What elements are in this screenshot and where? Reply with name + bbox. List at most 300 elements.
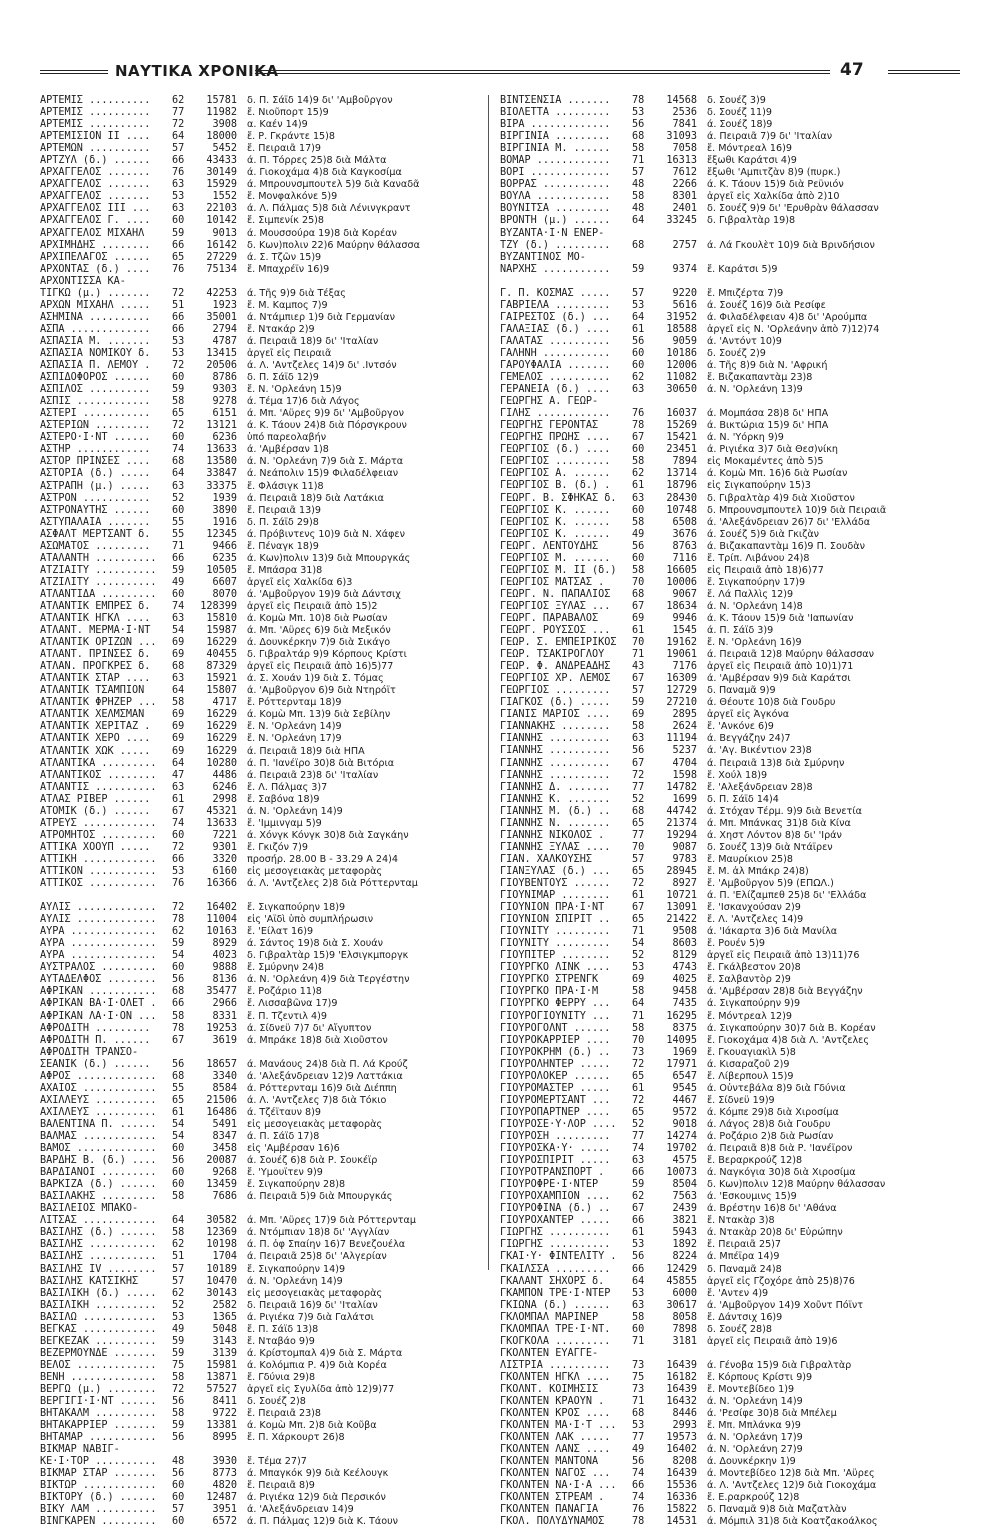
build-year: 78 [632, 420, 645, 432]
ship-name: ΓΙΟΥΝΙΤΥ ......... [500, 926, 611, 938]
tonnage: 5616 [672, 299, 697, 311]
position-info: ά. Βιζακαπαντὰμ 16)9 Π. Σουδὰν [707, 540, 865, 552]
ship-name: ΑΤΛΑΝΤΙΚ ΧΕΡΙΤΑΖ . [40, 721, 151, 733]
position-info: ἔ. Γδύνια 29)8 [247, 1371, 316, 1383]
ship-entry [500, 673, 970, 685]
ship-name: ΑΥΡΑ .............. [40, 950, 157, 962]
tonnage: 21374 [666, 817, 697, 829]
ship-name: ΑΣΠΙΔΟΦΟΡΟΣ ...... [40, 372, 151, 384]
tonnage: 16182 [666, 1371, 697, 1383]
tonnage: 9545 [672, 1082, 697, 1094]
position-info: δ. Σουέζ 3)9 [707, 95, 766, 106]
build-year: 76 [632, 408, 645, 420]
build-year: 72 [632, 878, 645, 889]
ship-entry [500, 854, 970, 866]
ship-entry [500, 1444, 970, 1456]
ship-entry [40, 1047, 510, 1059]
position-info: ά. Μπράκε 18)8 διὰ Χιοῦστον [247, 1034, 388, 1046]
position-info: δ. Σουέζ 2)8 [247, 1396, 306, 1408]
tonnage: 10186 [666, 347, 697, 359]
tonnage: 43433 [206, 155, 237, 167]
ship-name: ΓΑΛΗΝΗ ........... [500, 347, 611, 359]
position-info: ά. Μουσσούρα 19)8 διὰ Κορέαν [247, 227, 397, 239]
tonnage: 3181 [672, 1335, 697, 1347]
ship-entry [40, 1179, 510, 1191]
position-info: ά. Μπ. 'Αϋρες 17)9 διὰ Ρόττερνταμ [247, 1215, 416, 1227]
position-info: ά. Βικτώρια 15)9 δι' ΗΠΑ [707, 420, 829, 432]
tonnage: 9087 [672, 841, 697, 853]
build-year: 64 [632, 998, 645, 1010]
build-year: 66 [632, 1215, 645, 1227]
ship-entry [40, 505, 510, 517]
ship-entry [40, 372, 510, 384]
ship-entry [500, 842, 970, 854]
tonnage: 16229 [206, 721, 237, 733]
ship-name: ΓΙΑΝΝΗΣ .......... [500, 757, 611, 769]
build-year: 65 [172, 1094, 185, 1106]
position-info: ά. 'Ιάκαρτα 3)6 διὰ Μανίλα [707, 926, 838, 938]
tonnage: 3340 [212, 1070, 237, 1082]
tonnage: 6235 [212, 552, 237, 564]
ship-name: ΓΙΑΝΝΗΣ Δ. ....... [500, 781, 611, 793]
position-info: ἔ. Ν. 'Ορλεάνη 17)9 [247, 733, 342, 745]
ship-name: ΓΑΡΟΥΦΑΛΙΑ ....... [500, 359, 611, 371]
tonnage: 15781 [206, 95, 237, 106]
tonnage: 14531 [666, 1516, 697, 1528]
build-year: 56 [172, 974, 185, 986]
tonnage: 13121 [206, 420, 237, 432]
ship-entry [40, 1131, 510, 1143]
build-year: 74 [172, 817, 185, 829]
build-year: 53 [632, 962, 645, 974]
position-info: ά. Πειραιᾶ 25)8 δι' 'Αλγερίαν [247, 1251, 387, 1263]
tonnage: 2993 [672, 1420, 697, 1432]
ship-entry [40, 1348, 510, 1360]
position-info: ἔ. Σιγκαπούρην 28)8 [247, 1179, 346, 1191]
ship-entry [500, 649, 970, 661]
ship-name: ΑΣΤΥΠΑΛΑΙΑ ....... [40, 516, 151, 528]
position-info: ά. Μπέϊρα 14)9 [707, 1251, 780, 1263]
build-year: 64 [632, 311, 645, 323]
build-year: 54 [172, 950, 185, 962]
header-rule-middle [255, 70, 830, 74]
ship-name: ΒΗΤΑΜΑΡ ........... [40, 1432, 157, 1444]
ship-entry [500, 396, 970, 408]
position-info: δ. Σουέζ 9)9 δι' 'Ερυθρὰν θάλασσαν [707, 203, 879, 215]
position-info: εἰς 'Αϊδὶ ὑπὸ συμπλήρωσιν [247, 914, 374, 926]
position-info: ἔ. Γκιζόν 7)9 [247, 841, 308, 853]
position-info: δ. Παναμᾶ 9)8 διὰ Μαζατλὰν [707, 1504, 847, 1516]
position-info: ἔ. Μπ. Μπλάνκα 9)9 [707, 1420, 801, 1432]
build-year: 65 [172, 408, 185, 420]
ship-entry [40, 1167, 510, 1179]
ship-name: ΓΙΟΥΡΓΚΟ ΦΕΡΡΥ ... [500, 998, 611, 1010]
build-year: 61 [632, 323, 645, 335]
build-year: 65 [632, 817, 645, 829]
position-info: ἔ. Λ. Πάλμας 3)7 [247, 781, 328, 793]
position-info: ἔ. Βεραρκρούζ 12)8 [707, 1155, 803, 1167]
ship-name: ΑΧΙΛΛΕΥΣ .......... [40, 1106, 157, 1118]
build-year: 49 [172, 1323, 185, 1335]
position-info: ἔ. 'Ανκόνε 6)9 [707, 721, 774, 733]
ship-entry [500, 1095, 970, 1107]
position-info: ά. Κ. Τάουν 24)8 διὰ Πόρσγκρουν [247, 420, 407, 432]
ship-entry [40, 613, 510, 625]
position-info: ά. Λά Γκουλὲτ 10)9 διὰ Βρινδήσιον [707, 239, 875, 251]
ship-entry [40, 1360, 510, 1372]
build-year: 55 [172, 1082, 185, 1094]
tonnage: 12429 [666, 1263, 697, 1275]
ship-name: ΓΙΩΡΓΗΣ .......... [500, 1239, 611, 1251]
position-info: δ. Παναμᾶ 24)8 [707, 1263, 782, 1275]
tonnage: 9946 [672, 612, 697, 624]
ship-name: ΑΥΤΑΔΕΛΦΟΣ ........ [40, 974, 157, 986]
tonnage: 16439 [666, 1359, 697, 1371]
tonnage: 20506 [206, 360, 237, 372]
tonnage: 16336 [666, 1492, 697, 1504]
ship-name: ΒΙΟΛΕΤΤΑ ......... [500, 107, 611, 119]
build-year: 66 [172, 998, 185, 1010]
position-info: ά. Π. ὀφ Σπαίην 16)7 Βενεζουέλα [247, 1239, 406, 1251]
tonnage: 16605 [666, 564, 697, 576]
ship-entry [40, 300, 510, 312]
tonnage: 9888 [212, 962, 237, 974]
build-year: 61 [632, 890, 645, 902]
ship-entry [40, 1227, 510, 1239]
ship-name: ΑΡΤΕΜΙΣ .......... [40, 119, 151, 131]
ship-name: ΒΑΡΔΗΣ Β. (δ.) .... [40, 1155, 157, 1167]
position-info: ἔ. 'Είλατ 16)9 [247, 926, 314, 938]
ship-name: ΑΤΤΙΚΗ ............ [40, 853, 157, 865]
ship-name: ΒΑΣΙΛΩ ............ [40, 1311, 157, 1323]
ship-name: ΑΦΡΟΔΙΤΗ ......... [40, 1022, 151, 1034]
tonnage: 8584 [212, 1082, 237, 1094]
position-info: ά. Μόμπιλ 31)8 διὰ Κοατζακοάλκος [707, 1516, 878, 1528]
ship-name: ΓΕΩΡΓ. Β. ΣΦΗΚΑΣ δ. [500, 492, 617, 504]
tonnage: 21422 [666, 914, 697, 926]
build-year: 58 [632, 1311, 645, 1323]
position-info: ά. Λάγος 28)8 διὰ Γουδρυ [707, 1118, 831, 1130]
ship-entry [500, 1083, 970, 1095]
position-info: ἔ. 'Υμουϊτεν 9)9 [247, 1167, 323, 1179]
build-year: 72 [172, 1383, 185, 1395]
build-year: 49 [172, 576, 185, 588]
ship-name: ΓΙΑΝΝΗΣ ΝΙΚΟΛΟΣ . [500, 829, 605, 841]
build-year: 69 [172, 745, 185, 757]
build-year: 66 [172, 239, 185, 251]
tonnage: 8446 [672, 1408, 697, 1420]
ship-entry [500, 408, 970, 420]
ship-entry [40, 1372, 510, 1384]
position-info: ά. Τῆς 8)9 διὰ Ν. 'Αφρική [707, 359, 828, 371]
build-year: 61 [632, 1082, 645, 1094]
ship-name: ΓΑΒΡΙΕΛΑ ......... [500, 299, 611, 311]
build-year: 62 [172, 1287, 185, 1299]
ship-name: ΓΙΩΡΓΗΣ .......... [500, 1227, 611, 1239]
ship-entry [40, 1215, 510, 1227]
ship-entry [40, 1059, 510, 1071]
tonnage: 16313 [666, 155, 697, 167]
tonnage: 128399 [200, 600, 237, 612]
ship-entry [40, 143, 510, 155]
position-info: ά. 'Ρεσίφε 30)8 διὰ Μπέλεμ [707, 1408, 837, 1420]
ship-name: ΓΚΑΙΛΣΣΑ ......... [500, 1263, 611, 1275]
tonnage: 30650 [666, 384, 697, 396]
position-info: ἔξωθι 'Αμπιτζὰν 8)9 (πυρκ.) [707, 167, 841, 179]
build-year: 65 [632, 1106, 645, 1118]
ship-entry [500, 1035, 970, 1047]
build-year: 49 [632, 528, 645, 540]
build-year: 59 [172, 1347, 185, 1359]
tonnage: 3821 [672, 1215, 697, 1227]
build-year: 48 [632, 203, 645, 215]
build-year: 70 [632, 841, 645, 853]
tonnage: 19061 [666, 649, 697, 661]
build-year: 60 [172, 588, 185, 600]
build-year: 52 [632, 1118, 645, 1130]
build-year: 63 [632, 1155, 645, 1167]
build-year: 62 [632, 372, 645, 384]
build-year: 58 [172, 1010, 185, 1022]
tonnage: 10721 [666, 890, 697, 902]
position-info: ά. 'Αμβοῦργον 14)9 Χοῦντ Πόϊντ [707, 1299, 864, 1311]
tonnage: 10198 [206, 1239, 237, 1251]
ship-entry [40, 228, 510, 240]
position-info: ά. Χηστ Λόντον 8)8 δι' 'Ιράν [707, 829, 842, 841]
build-year: 59 [172, 564, 185, 576]
tonnage: 18796 [666, 480, 697, 492]
build-year: 69 [632, 612, 645, 624]
position-info: ἔ. Π. Σάϊδ 13)8 [247, 1323, 319, 1335]
build-year: 60 [172, 1179, 185, 1191]
tonnage: 20087 [206, 1155, 237, 1167]
ship-entry [40, 276, 510, 288]
ship-name: ΑΤΡΟΜΗΤΟΣ ......... [40, 829, 157, 841]
position-info: ἔ. Σιμπενίκ 25)8 [247, 215, 325, 227]
ship-entry [40, 517, 510, 529]
position-info: ά. Μπαγκόκ 9)9 διὰ Κεέλουγκ [247, 1468, 389, 1480]
ship-name: ΤΖΥ (δ.) ......... [500, 239, 611, 251]
position-info: ά. 'Εσκουμινς 15)9 [707, 1191, 797, 1203]
position-info: ά. Σουέζ 6)8 διὰ Ρ. Σουκέϊρ [247, 1155, 378, 1167]
ship-name: ΝΑΡΧΗΣ ........... [500, 263, 611, 275]
tonnage: 15921 [206, 673, 237, 685]
tonnage: 8301 [672, 191, 697, 203]
build-year: 68 [632, 131, 645, 143]
position-info: ά. 'Αμβοῦργον 19)9 διὰ Δάντσιχ [247, 588, 401, 600]
position-info: ἔ. Πειραιᾶ 25)7 [707, 1239, 782, 1251]
build-year: 58 [632, 564, 645, 576]
tonnage: 3458 [212, 1143, 237, 1155]
position-info: ά. Ν. 'Ορλεάνη 17)9 [707, 1432, 803, 1444]
ship-entry [500, 215, 970, 227]
build-year: 73 [632, 1383, 645, 1395]
ship-entry [40, 264, 510, 276]
ship-name: ΓΕΩΡΓ. ΡΟΥΣΣΟΣ ... [500, 625, 611, 637]
ship-entry [500, 1131, 970, 1143]
position-info: ά. Πειραιᾶ 13)8 διὰ Σμύρνην [707, 757, 845, 769]
position-info: ά. Κ. Τάουν 15)9 διὰ 'Ιαπωνίαν [707, 612, 854, 624]
tonnage: 14782 [666, 781, 697, 793]
build-year: 62 [632, 1191, 645, 1203]
tonnage: 16229 [206, 745, 237, 757]
position-info: ά. 'Αμβέρσαν 28)8 διὰ Βεγγάζην [707, 986, 863, 998]
position-info: ἔ. Νταβάο 9)9 [247, 1335, 315, 1347]
tonnage: 15987 [206, 625, 237, 637]
build-year: 73 [632, 1359, 645, 1371]
position-info: ἔ. Ν. 'Ορλεάνη 16)9 [707, 637, 802, 649]
tonnage: 8129 [672, 950, 697, 962]
ship-name: ΑΤΛΑΝΤ. ΜΕΡΜΑ·Ι·ΝΤ [40, 625, 151, 637]
build-year: 63 [632, 733, 645, 745]
ship-name: ΑΣΤΟΡΙΑ (δ.) ..... [40, 468, 151, 480]
build-year: 52 [172, 492, 185, 504]
position-info: ἔ. Μαυρίκιον 25)8 [707, 853, 794, 865]
position-info: ά. Ν. 'Ορλεάνη 7)9 διὰ Σ. Μάρτα [247, 456, 404, 468]
tonnage: 3951 [212, 1504, 237, 1516]
tonnage: 1916 [212, 516, 237, 528]
ship-name: ΓΙΟΥΡΟΜΕΡΤΣΑΝΤ ... [500, 1094, 611, 1106]
build-year: 53 [172, 335, 185, 347]
ship-name: ΑΡΧΑΓΓΕΛΟΣ ΙΙΙ ... [40, 203, 151, 215]
ship-name: ΓΕΩΡΓΗΣ Α. ΓΕΩΡ- [500, 396, 599, 408]
ship-entry [40, 1324, 510, 1336]
ship-name: ΓΕΩΡΓΙΟΣ Μ. ...... [500, 552, 611, 564]
ship-name: ΓΙΑΝΝΗΣ .......... [500, 769, 611, 781]
position-info: ά. Πειραιᾶ 7)9 δι' 'Ιταλίαν [707, 131, 833, 143]
build-year: 72 [172, 360, 185, 372]
position-info: ά. Ν. 'Ορλεάνη 14)8 [707, 600, 803, 612]
build-year: 74 [632, 1492, 645, 1504]
build-year: 60 [172, 215, 185, 227]
tonnage: 1598 [672, 769, 697, 781]
tonnage: 12487 [206, 1492, 237, 1504]
position-info: ὑπό παρεολαβήν [247, 432, 327, 444]
ship-name: ΒΡΟΝΤΗ (μ.) ...... [500, 215, 611, 227]
position-info: ἔ. Ε.ραρκρούζ 12)8 [707, 1492, 800, 1504]
position-info: ά. Πειραιᾶ 18)9 διὰ ΗΠΑ [247, 745, 365, 757]
ship-name: ΑΡΧΩΝ ΜΙΧΑΗΛ ..... [40, 299, 151, 311]
ship-entry [40, 155, 510, 167]
build-year: 68 [632, 239, 645, 251]
tonnage: 8136 [212, 974, 237, 986]
tonnage: 23451 [666, 444, 697, 456]
position-info: ά. Πειραιᾶ 23)8 δι' 'Ιταλίαν [247, 769, 379, 781]
ship-name: ΑΤΡΕΥΣ ............ [40, 817, 157, 829]
build-year: 62 [172, 926, 185, 938]
build-year: 67 [632, 757, 645, 769]
build-year: 60 [172, 1492, 185, 1504]
ship-entry [500, 866, 970, 878]
position-info: εἰς μεσογειακὰς μεταφορὰς [247, 1287, 383, 1299]
build-year: 72 [172, 841, 185, 853]
build-year: 66 [632, 1263, 645, 1275]
position-info: ά. Τῆς 9)9 διὰ Τέξας [247, 287, 346, 299]
ship-name: ΑΣΤΕΡΙ ........... [40, 408, 151, 420]
ship-name: ΒΗΤΑΚΑΡΡΙΕΡ ....... [40, 1420, 157, 1432]
position-info: ά. Σ. Τζῶν 15)9 [247, 251, 322, 263]
ship-entry [500, 1468, 970, 1480]
column-divider [488, 95, 489, 1270]
ship-entry [40, 842, 510, 854]
build-year: 58 [172, 1191, 185, 1203]
build-year: 60 [632, 1323, 645, 1335]
build-year: 66 [632, 1480, 645, 1492]
ship-name: ΑΡΧΙΠΕΛΑΓΟΣ ...... [40, 251, 151, 263]
ship-entry [40, 565, 510, 577]
tonnage: 8763 [672, 540, 697, 552]
tonnage: 16295 [666, 1010, 697, 1022]
ship-name: ΑΧΑΙΟΣ ............ [40, 1082, 157, 1094]
tonnage: 31093 [666, 131, 697, 143]
position-info: δ. Σουέζ 13)9 διὰ Ντάϊρεν [707, 841, 833, 853]
ship-name: ΓΕΩΡ. Φ. ΑΝΔΡΕΑΔΗΣ [500, 661, 611, 673]
ship-entry [500, 1492, 970, 1504]
ship-name: ΓΙΑΝΝΗΣ Μ. (δ.) .. [500, 805, 611, 817]
tonnage: 2998 [212, 793, 237, 805]
build-year: 74 [632, 1468, 645, 1480]
tonnage: 18000 [206, 131, 237, 143]
build-year: 59 [172, 384, 185, 396]
ship-name: ΑΣΤΗΡ ............ [40, 444, 151, 456]
position-info: ἔ. Σιγκαπούρην 17)9 [707, 576, 806, 588]
build-year: 63 [632, 1299, 645, 1311]
ship-name: ΒΑΣΙΛΙΚΗ .......... [40, 1299, 157, 1311]
tonnage: 6547 [672, 1070, 697, 1082]
tonnage: 40455 [206, 649, 237, 661]
position-info: ά. Μανάους 24)8 διὰ Π. Λά Κρούζ [247, 1058, 408, 1070]
position-info: ἔ. 'Αλεξάνδρειαν 28)8 [707, 781, 813, 793]
tonnage: 5237 [672, 745, 697, 757]
ship-name: ΑΤΛΑΝΤΙΚ ΤΣΑΜΠΙΟΝ [40, 685, 145, 697]
position-info: ά. Κων)πολιν 13)9 διὰ Μπουργκάς [247, 552, 411, 564]
tonnage: 10280 [206, 757, 237, 769]
ship-name: ΓΚΟΛΝΤΕΝ ΚΡΟΣ .... [500, 1408, 611, 1420]
ship-name: ΓΙΟΥΡΟΤΡΑΝΣΠΟΡΤ . [500, 1167, 605, 1179]
build-year: 65 [632, 1070, 645, 1082]
ship-entry [500, 1227, 970, 1239]
build-year: 69 [172, 637, 185, 649]
ship-name: ΑΡΧΑΓΓΕΛΟΣ ΜΙΧΑΗΛ [40, 227, 145, 239]
position-info: ά. Ν. 'Ορλεάνη 27)9 [707, 1444, 803, 1456]
build-year: 62 [632, 468, 645, 480]
position-info: ά. Πρόβιντενς 10)9 διὰ Ν. Χάφεν [247, 528, 405, 540]
tonnage: 7612 [672, 167, 697, 179]
tonnage: 5491 [212, 1118, 237, 1130]
build-year: 58 [632, 1022, 645, 1034]
ship-entry [40, 1155, 510, 1167]
tonnage: 5943 [672, 1227, 697, 1239]
ship-entry [500, 264, 970, 276]
tonnage: 33847 [206, 468, 237, 480]
build-year: 72 [172, 902, 185, 914]
ship-name: ΒΙΝΓΚΑΡΕΝ ......... [40, 1516, 157, 1528]
ship-entry [500, 529, 970, 541]
ship-name: ΑΤΛΑΝΤΙΔΑ ......... [40, 588, 157, 600]
build-year: 58 [172, 1408, 185, 1420]
ship-name: ΓΕΩΡΓΙΟΣ ......... [500, 456, 611, 468]
ship-entry [40, 697, 510, 709]
ship-entry [40, 1336, 510, 1348]
ship-name: ΓΙΟΥΡΟΛΟΚΕΡ ...... [500, 1070, 611, 1082]
tonnage: 8331 [212, 1010, 237, 1022]
ship-entry [40, 1432, 510, 1444]
position-info: ά. Κομὼ Μπ. 13)9 διὰ Σεβίλην [247, 709, 391, 721]
build-year: 63 [172, 203, 185, 215]
position-info: δ. Γιβραλτὰρ 19)8 [707, 215, 796, 227]
ship-name: ΓΙΟΥΡΟΧΑΝΤΕΡ ..... [500, 1215, 611, 1227]
position-info: ά. Μπρουνσμπουτελ 5)9 διὰ Καναδᾶ [247, 179, 420, 191]
